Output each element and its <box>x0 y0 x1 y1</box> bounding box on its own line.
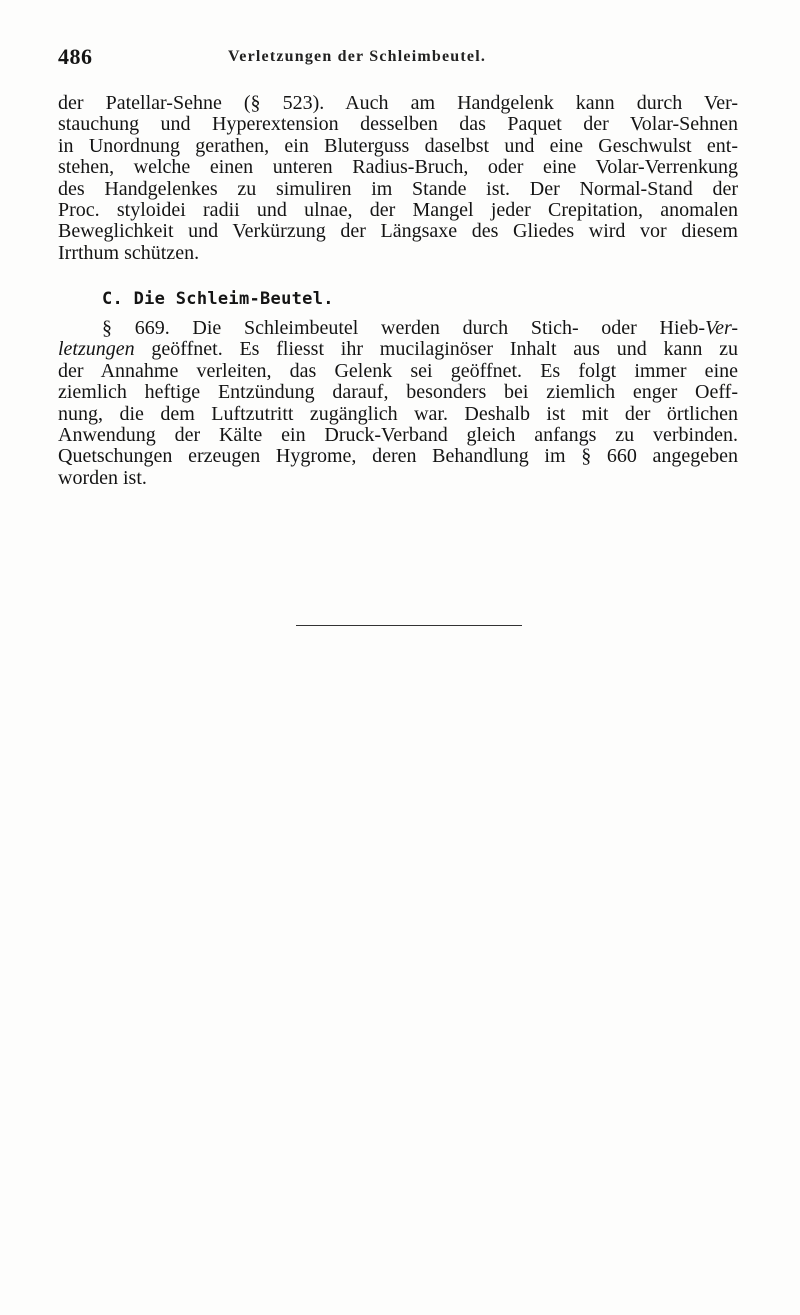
text-line: Beweglichkeit und Verkürzung der Längsaxe des Gliedes wird vor diesem <box>58 220 738 243</box>
running-title: Verletzungen der Schleimbeutel. <box>228 48 487 65</box>
text-line: Proc. styloidei radii und ulnae, der Mangel jeder Crepitation, anomalen <box>58 199 738 222</box>
text-line: worden ist. <box>58 466 147 489</box>
text-segment: § 669. Die Schleimbeutel werden durch Stich- oder Hieb- <box>102 317 706 339</box>
running-head <box>58 44 738 74</box>
italic-text: Ver- <box>705 317 738 339</box>
text-line: Quetschungen erzeugen Hygrome, deren Behandlung im § 660 angegeben <box>58 445 738 468</box>
italic-text: letzungen <box>58 338 135 361</box>
text-segment: geöffnet. Es fliesst ihr mucilaginöser Inhalt aus und kann zu <box>134 338 738 361</box>
text-line: nung, die dem Luftzutritt zugänglich war. Deshalb ist mit der örtlichen <box>58 402 738 425</box>
text-line: stauchung und Hyperextension desselben das Paquet der Volar-Sehnen <box>58 113 738 136</box>
section-end-rule <box>296 625 522 626</box>
text-line: der Annahme verleiten, das Gelenk sei geöffnet. Es folgt immer eine <box>58 359 738 382</box>
text-line: Anwendung der Kälte ein Druck-Verband gleich anfangs zu verbinden. <box>58 424 738 447</box>
text-line: stehen, welche einen unteren Radius-Bruch, oder eine Volar-Verrenkung <box>58 156 738 179</box>
paragraph-bursae <box>58 318 738 489</box>
text-line: in Unordnung gerathen, ein Bluterguss daselbst und eine Geschwulst ent- <box>58 134 738 157</box>
text-line <box>58 339 738 360</box>
text-line: Irrthum schützen. <box>58 241 200 264</box>
paragraph-patellar-tendon <box>58 93 738 264</box>
section-heading: C. Die Schleim-Beutel. <box>102 289 334 309</box>
text-line <box>58 318 738 339</box>
text-line: des Handgelenkes zu simuliren im Stande ist. Der Normal-Stand der <box>58 177 738 200</box>
page-number: 486 <box>58 44 93 69</box>
text-line: der Patellar-Sehne (§ 523). Auch am Handgelenk kann durch Ver- <box>58 92 738 114</box>
text-line: ziemlich heftige Entzündung darauf, besonders bei ziemlich enger Oeff- <box>58 381 738 404</box>
